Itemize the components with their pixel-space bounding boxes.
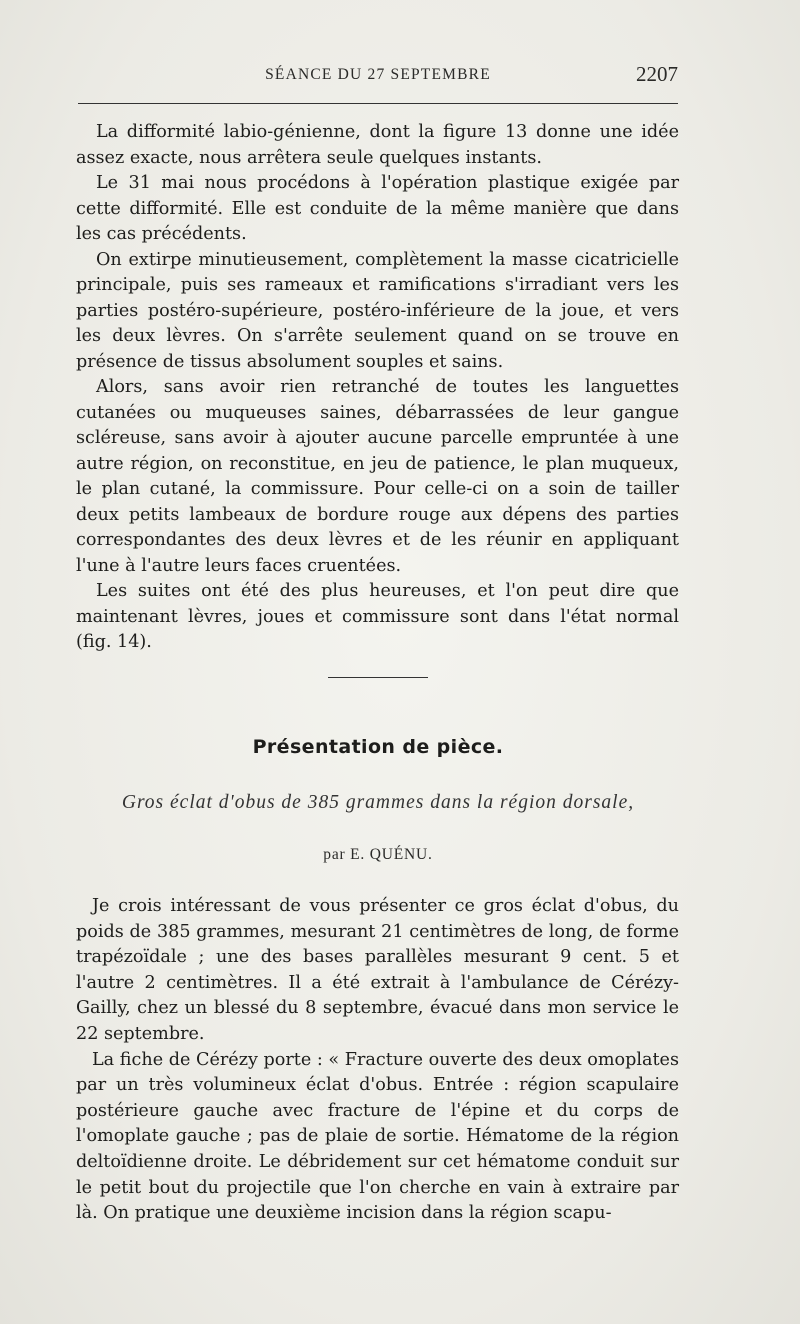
paragraph: La difformité labio-génienne, dont la figure 13 donne une idée assez exacte, nous arrêtera seule quelques instants. [76,122,679,168]
page-number: 2207 [636,62,678,86]
section-title: Présentation de pièce. [252,736,504,758]
section-subtitle: Gros éclat d'obus de 385 grammes dans la région dorsale, [121,792,635,813]
paragraph: Le 31 mai nous procédons à l'opération plastique exigée par cette difformité. Elle est conduite de la même manière que dans les cas précédents. [76,173,679,244]
section-separator [328,677,428,678]
paragraph: On extirpe minutieusement, complètement la masse cicatricielle principale, puis ses rameaux et ramifications s'irradiant vers les parties postéro-supérieure, postéro-inférieure de la joue, et vers les deux lèvres. On s'arrête seulement quand on se trouve en présence de tissus absolument souples et sains. [76,249,679,372]
body-text-bottom [76,894,679,1227]
author-byline: par E. QUÉNU. [323,846,433,863]
paragraph: La fiche de Cérézy porte : « Fracture ouverte des deux omoplates par un très volumineux éclat d'obus. Entrée : région scapulaire postérieure gauche avec fracture de l'épine et du corps de l'omoplate gauche ; pas de plaie de sortie. Hématome de la région deltoïdienne droite. Le débridement sur cet hématome conduit sur le petit bout du projectile que l'on cherche en vain à extraire par là. On pratique une deuxième incision dans la région scapu- [76,1049,679,1224]
page-header [78,62,678,90]
running-head: SÉANCE DU 27 SEPTEMBRE [265,66,491,83]
header-rule [78,103,678,104]
paragraph: Les suites ont été des plus heureuses, et l'on peut dire que maintenant lèvres, joues et commissure sont dans l'état normal (fig. 14). [76,581,679,652]
paragraph: Je crois intéressant de vous présenter ce gros éclat d'obus, du poids de 385 grammes, mesurant 21 centimètres de long, de forme trapézoïdale ; une des bases parallèles mesurant 9 cent. 5 et l'autre 2 centimètres. Il a été extrait à l'ambulance de Cérézy-Gailly, chez un blessé du 8 septembre, évacué dans mon service le 22 septembre. [76,896,679,1044]
body-text-top [76,120,679,656]
paragraph: Alors, sans avoir rien retranché de toutes les languettes cutanées ou muqueuses saines, débarrassées de leur gangue scléreuse, sans avoir à ajouter aucune parcelle empruntée à une autre région, on reconstitue, en jeu de patience, le plan muqueux, le plan cutané, la commissure. Pour celle-ci on a soin de tailler deux petits lambeaux de bordure rouge aux dépens des parties correspondantes des deux lèvres et de les réunir en appliquant l'une à l'autre leurs faces cruentées. [76,377,679,576]
